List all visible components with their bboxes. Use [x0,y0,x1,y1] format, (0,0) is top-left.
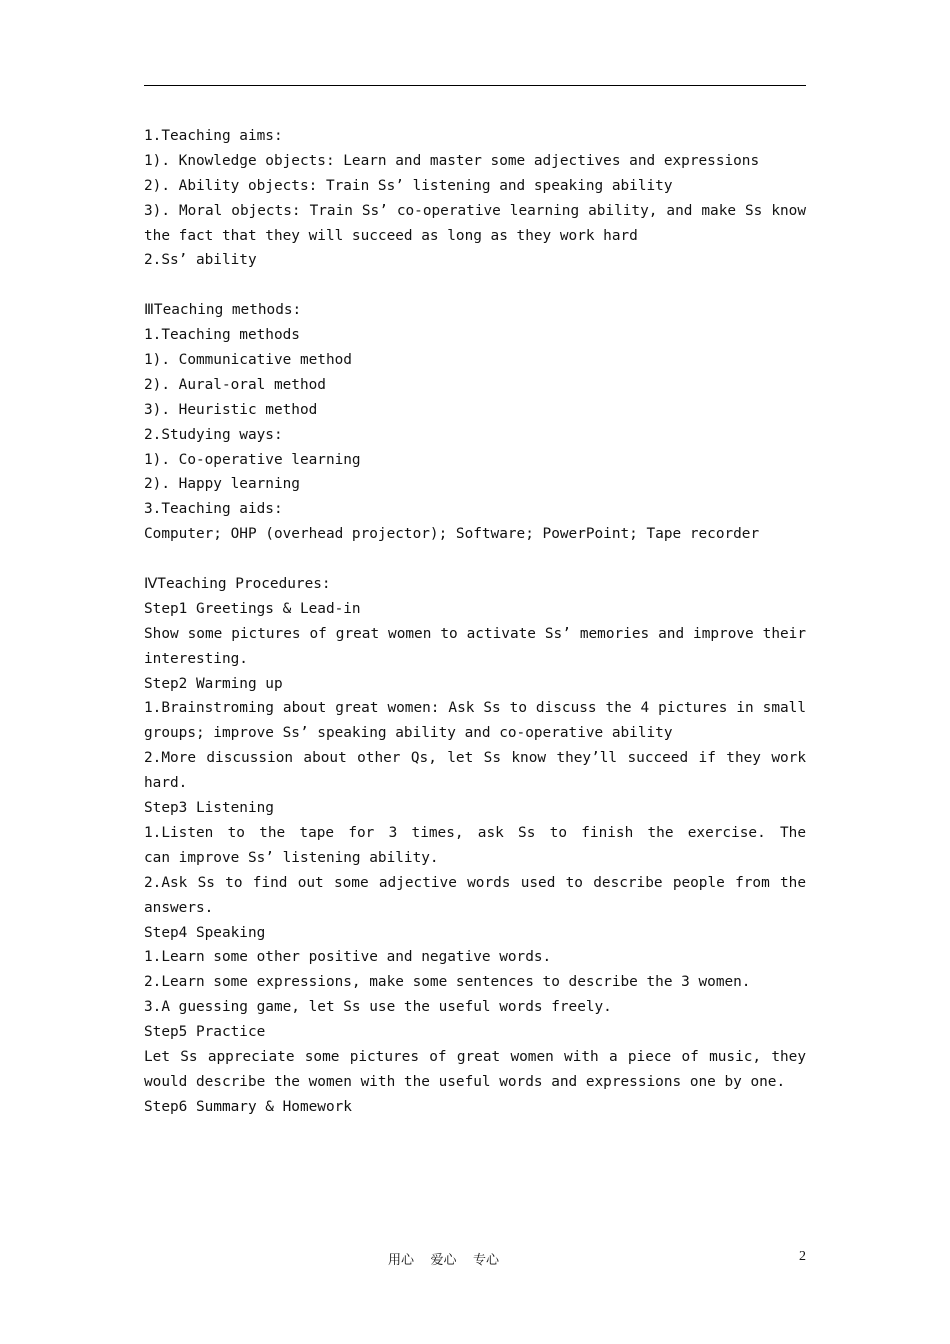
body-line: the fact that they will succeed as long as they work hard [144,227,638,244]
page-body [144,124,806,1120]
body-line: 2.Learn some expressions, make some sentences to describe the 3 women. [144,974,751,991]
body-line: 2.Studying ways: [144,426,283,443]
body-line: 2). Ability objects: Train Ss’ listening and speaking ability [144,177,673,194]
body-line: Step6 Summary & Homework [144,1098,352,1115]
body-line: 1). Communicative method [144,352,352,369]
body-line: Show some pictures of great women to activate Ss’ memories and improve their [144,625,806,642]
blank-line [144,273,806,298]
body-line: 1). Co-operative learning [144,451,361,468]
body-line: can improve Ss’ listening ability. [144,849,439,866]
body-line: groups; improve Ss’ speaking ability and co-operative ability [144,725,673,742]
body-line: Step5 Practice [144,1024,266,1041]
page-footer [0,1249,950,1271]
body-line: Step1 Greetings & Lead-in [144,600,361,617]
body-line: 2). Aural-oral method [144,376,326,393]
body-line: Let Ss appreciate some pictures of great women with a piece of music, they [144,1048,806,1065]
blank-line [144,547,806,572]
page-number: 2 [799,1249,806,1264]
body-line: 3.Teaching aids: [144,501,283,518]
body-line: Step3 Listening [144,800,274,817]
body-line: 1.Learn some other positive and negative words. [144,949,552,966]
body-line: Step2 Warming up [144,675,283,692]
body-line: 2). Happy learning [144,476,300,493]
body-line: 1). Knowledge objects: Learn and master some adjectives and expressions [144,152,760,169]
header-rule [144,85,806,86]
body-line: 3.A guessing game, let Ss use the useful words freely. [144,999,612,1016]
body-line: 3). Moral objects: Train Ss’ co-operative learning ability, and make Ss know [144,202,806,219]
body-line: hard. [144,775,188,792]
body-line: Step4 Speaking [144,924,266,941]
body-line: 1.Listen to the tape for 3 times, ask Ss to finish the exercise. The [144,824,806,841]
body-line: 1.Teaching methods [144,327,300,344]
body-line: 2.More discussion about other Qs, let Ss know they’ll succeed if they work [144,750,806,767]
body-line: would describe the women with the useful words and expressions one by one. [144,1073,786,1090]
body-line: interesting. [144,650,248,667]
body-line: answers. [144,899,214,916]
body-line: Computer; OHP (overhead projector); Software; PowerPoint; Tape recorder [144,526,760,543]
body-line: 1.Brainstroming about great women: Ask Ss to discuss the 4 pictures in small [144,700,806,717]
body-line: ⅢTeaching methods: [144,302,302,319]
footer-motto: 用心 爱心 专心 [388,1253,500,1268]
body-line: 2.Ss’ ability [144,252,257,269]
body-line: 3). Heuristic method [144,401,318,418]
body-line: 2.Ask Ss to find out some adjective words used to describe people from the [144,874,806,891]
body-line: 1.Teaching aims: [144,128,283,144]
body-line: ⅣTeaching Procedures: [144,576,331,593]
